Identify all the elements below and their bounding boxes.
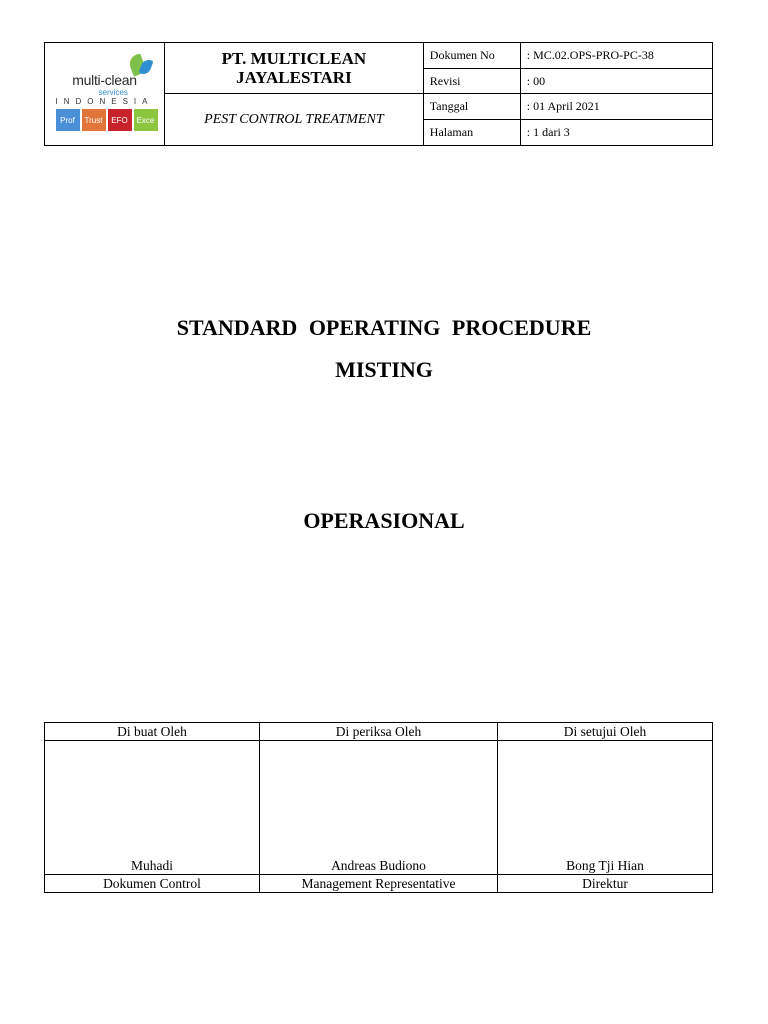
- document-title: PEST CONTROL TREATMENT: [165, 94, 424, 146]
- sig-name-checked: Andreas Budiono: [260, 741, 498, 875]
- revision-label: Revisi: [423, 69, 520, 94]
- sig-role-created: Dokumen Control: [45, 875, 260, 893]
- signature-table: [44, 722, 713, 893]
- logo-country-text: INDONESIA: [55, 97, 154, 106]
- section-title: OPERASIONAL: [303, 508, 465, 533]
- company-name-line1: PT. MULTICLEAN: [221, 49, 367, 68]
- logo-tile-prof: Prof: [56, 109, 80, 131]
- company-name-line2: JAYALESTARI: [236, 68, 352, 87]
- document-header-table: [44, 42, 713, 146]
- logo-brand-text: multi-clean: [72, 72, 137, 88]
- logo-services-text: services: [98, 88, 128, 97]
- sig-role-approved: Direktur: [498, 875, 713, 893]
- logo-tiles: [56, 109, 160, 131]
- page-value: : 1 dari 3: [520, 120, 712, 146]
- sig-header-created: Di buat Oleh: [45, 723, 260, 741]
- sig-name-approved: Bong Tji Hian: [498, 741, 713, 875]
- company-name-cell: [165, 43, 424, 94]
- logo-tile-exce: Exce: [134, 109, 158, 131]
- company-logo: [53, 53, 157, 135]
- sig-header-checked: Di periksa Oleh: [260, 723, 498, 741]
- doc-no-label: Dokumen No: [423, 43, 520, 69]
- sop-subtitle: MISTING: [335, 357, 433, 382]
- sig-header-approved: Di setujui Oleh: [498, 723, 713, 741]
- logo-tile-efo: EFO: [108, 109, 132, 131]
- doc-no-value: : MC.02.OPS-PRO-PC-38: [520, 43, 712, 69]
- sop-title: STANDARD OPERATING PROCEDURE: [176, 315, 592, 340]
- sig-name-created: Muhadi: [45, 741, 260, 875]
- company-logo-cell: [45, 43, 165, 146]
- logo-tile-trust: Trust: [82, 109, 106, 131]
- sig-role-checked: Management Representative: [260, 875, 498, 893]
- date-value: : 01 April 2021: [520, 94, 712, 120]
- revision-value: : 00: [520, 69, 712, 94]
- date-label: Tanggal: [423, 94, 520, 120]
- page-label: Halaman: [423, 120, 520, 146]
